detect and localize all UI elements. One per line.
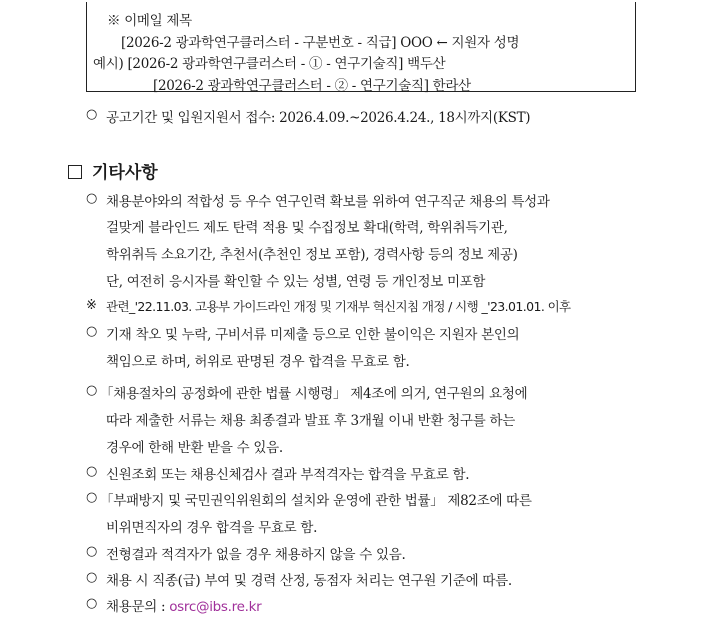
related-guideline: 관련_'22.11.03. 고용부 가이드라인 개정 및 기재부 혁신지침 개정 / 시행 _'23.01.01. 이후 [106,299,571,314]
circle-bullet-icon: ○ [86,490,98,505]
circle-bullet-icon: ○ [86,544,98,559]
checkbox-square-icon [68,165,82,179]
anticorruption-item-line-2: 비위면직자의 경우 합격을 무효로 함. [106,520,318,536]
email-subject-heading: ※ 이메일 제목 [107,13,192,29]
return-item-line-2: 따라 제출한 서류는 채용 최종결과 발표 후 3개월 이내 반환 청구를 하는 [106,413,515,429]
anticorruption-item-line-1: 「부패방지 및 국민권익위원회의 설치와 운영에 관한 법률」 제82조에 따른 [100,493,532,509]
circle-bullet-icon: ○ [86,383,98,398]
circle-bullet-icon: ○ [86,596,98,611]
email-subject-example-1: 예시) [2026-2 광과학연구클러스터 - ① - 연구기술직] 백두산 [93,56,446,72]
application-period: 공고기간 및 입원지원서 접수: 2026.4.09.~2026.4.24., 18시까지(KST) [106,110,531,126]
email-subject-box [86,2,636,92]
blind-item-line-2: 걸맞게 블라인드 제도 탄력 적용 및 수집정보 확대(학력, 학위취득기관, [106,220,508,236]
blind-item-line-1: 채용분야와의 적합성 등 우수 연구인력 확보를 위하여 연구직군 채용의 특성과 [106,194,550,210]
email-subject-format: [2026-2 광과학연구클러스터 - 구분번호 - 직급] OOO ← 지원자 성명 [121,35,520,51]
circle-bullet-icon: ○ [86,570,98,585]
omission-item-line-1: 기재 착오 및 누락, 구비서류 미제출 등으로 인한 불이익은 지원자 본인의 [106,327,520,343]
circle-bullet-icon: ○ [86,191,98,206]
grade-item: 채용 시 직종(급) 부여 및 경력 산정, 동점자 처리는 연구원 기준에 따름. [106,573,512,589]
circle-bullet-icon: ○ [86,464,98,479]
circle-bullet-icon: ○ [86,107,98,122]
no-hire-item: 전형결과 적격자가 없을 경우 채용하지 않을 수 있음. [106,547,406,563]
section-title-text: 기타사항 [92,163,158,183]
circle-bullet-icon: ○ [86,324,98,339]
contact-label: 채용문의 : [106,599,166,615]
reference-mark-icon: ※ [86,298,97,313]
return-item-line-3: 경우에 한해 반환 받을 수 있음. [106,440,283,456]
contact-email-link[interactable]: osrc@ibs.re.kr [169,599,262,615]
email-subject-example-2: [2026-2 광과학연구클러스터 - ② - 연구기술직] 한라산 [153,78,471,94]
blind-item-line-4: 단, 여전히 응시자를 확인할 수 있는 성별, 연령 등 개인정보 미포함 [106,274,486,290]
section-title [68,158,158,183]
omission-item-line-2: 책임으로 하며, 허위로 판명된 경우 합격을 무효로 함. [106,354,410,370]
contact-item [106,595,261,615]
blind-item-line-3: 학위취득 소요기간, 추천서(추천인 정보 포함), 경력사항 등의 정보 제공) [106,247,518,263]
return-item-line-1: 「채용절차의 공정화에 관한 법률 시행령」 제4조에 의거, 연구원의 요청에 [100,386,528,402]
background-check-item: 신원조회 또는 채용신체검사 결과 부적격자는 합격을 무효로 함. [106,467,470,483]
